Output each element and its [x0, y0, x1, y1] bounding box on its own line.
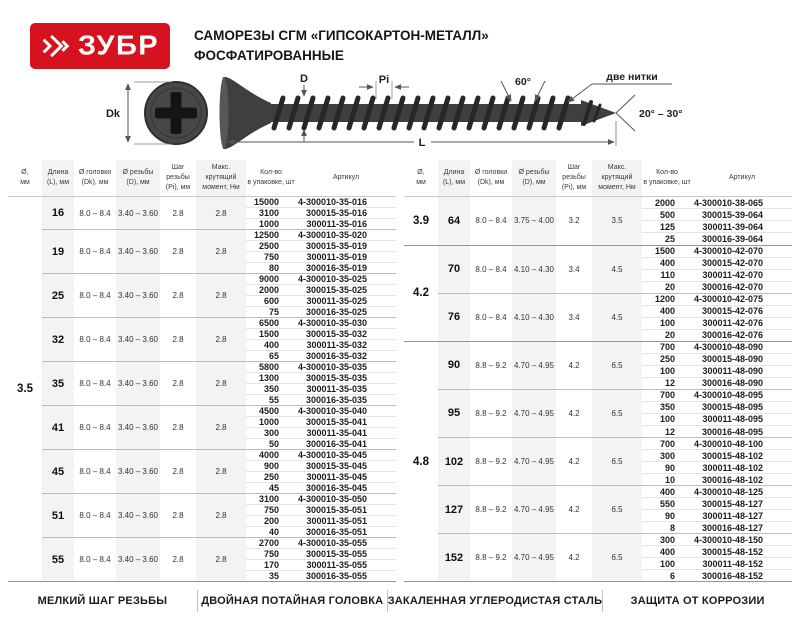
length-cell: 55	[42, 538, 74, 582]
dia-cell: 3.5	[8, 197, 42, 582]
qty-cell: 4000	[246, 450, 296, 461]
pitch-cell: 2.8	[160, 274, 196, 318]
table-row	[8, 406, 396, 417]
spec-table-left	[8, 160, 396, 582]
sku-cell: 4-300010-38-065	[692, 197, 792, 209]
table-row	[8, 494, 396, 505]
column-header: Ø головки (Dk), мм	[74, 160, 116, 197]
pitch-cell: 2.8	[160, 494, 196, 538]
sku-cell: 300016-48-127	[692, 522, 792, 534]
sku-cell: 300016-35-045	[296, 483, 396, 494]
qty-cell: 900	[246, 461, 296, 472]
sku-cell: 300015-35-045	[296, 461, 396, 472]
qty-cell: 700	[642, 389, 692, 401]
torque-cell: 2.8	[196, 538, 246, 582]
qty-cell: 50	[246, 439, 296, 450]
thread-dia-cell: 4.70 – 4.95	[512, 389, 556, 437]
torque-cell: 2.8	[196, 197, 246, 230]
qty-cell: 500	[642, 209, 692, 221]
torque-cell: 6.5	[592, 438, 642, 486]
table-header-row	[404, 160, 792, 197]
table-row	[8, 450, 396, 461]
length-cell: 35	[42, 362, 74, 406]
dia-cell: 4.2	[404, 245, 438, 341]
sku-cell: 300015-48-127	[692, 498, 792, 510]
qty-cell: 35	[246, 571, 296, 582]
sku-cell: 300011-48-095	[692, 413, 792, 425]
table-row	[404, 245, 792, 257]
length-cell: 95	[438, 389, 470, 437]
column-header: Кол-во в упаковке, шт	[246, 160, 296, 197]
qty-cell: 4500	[246, 406, 296, 417]
sku-cell: 300016-35-035	[296, 395, 396, 406]
head-dia-cell: 8.0 – 8.4	[74, 318, 116, 362]
table-row	[8, 197, 396, 208]
qty-cell: 100	[642, 317, 692, 329]
table-row	[404, 197, 792, 209]
qty-cell: 350	[246, 384, 296, 395]
pitch-cell: 4.2	[556, 486, 592, 534]
thread-angle-label: 60°	[515, 76, 531, 88]
torque-cell: 2.8	[196, 406, 246, 450]
sku-cell: 300015-35-032	[296, 329, 396, 340]
sku-cell: 4-300010-48-090	[692, 341, 792, 353]
pitch-cell: 2.8	[160, 406, 196, 450]
head-dia-cell: 8.8 – 9.2	[470, 341, 512, 389]
sku-cell: 300011-48-102	[692, 462, 792, 474]
qty-cell: 90	[642, 510, 692, 522]
sku-cell: 300016-35-019	[296, 263, 396, 274]
qty-cell: 750	[246, 505, 296, 516]
qty-cell: 600	[246, 296, 296, 307]
thread-dia-cell: 3.75 – 4.00	[512, 197, 556, 245]
sku-cell: 300015-35-055	[296, 549, 396, 560]
table-row	[8, 362, 396, 373]
title-line-2: ФОСФАТИРОВАННЫЕ	[194, 48, 344, 63]
qty-cell: 700	[642, 438, 692, 450]
spec-tables	[0, 160, 800, 582]
head-dia-cell: 8.0 – 8.4	[470, 245, 512, 293]
length-cell: 64	[438, 197, 470, 245]
qty-cell: 2000	[246, 285, 296, 296]
qty-cell: 15000	[246, 197, 296, 208]
head-dia-cell: 8.8 – 9.2	[470, 486, 512, 534]
length-cell: 16	[42, 197, 74, 230]
column-header: Ø резьбы (D), мм	[512, 160, 556, 197]
length-cell: 51	[42, 494, 74, 538]
torque-cell: 2.8	[196, 362, 246, 406]
table-row	[404, 486, 792, 498]
sku-cell: 300016-48-095	[692, 425, 792, 437]
qty-cell: 5800	[246, 362, 296, 373]
table-header-row	[8, 160, 396, 197]
thread-dia-cell: 3.40 – 3.60	[116, 494, 160, 538]
thread-dia-cell: 3.40 – 3.60	[116, 230, 160, 274]
head-dia-cell: 8.0 – 8.4	[74, 450, 116, 494]
qty-cell: 750	[246, 252, 296, 263]
sku-cell: 300016-35-041	[296, 439, 396, 450]
qty-cell: 1300	[246, 373, 296, 384]
thread-dia-cell: 3.40 – 3.60	[116, 274, 160, 318]
pitch-cell: 4.2	[556, 341, 592, 389]
column-header: Ø головки (Dk), мм	[470, 160, 512, 197]
table-row	[404, 293, 792, 305]
sku-cell: 300011-48-127	[692, 510, 792, 522]
qty-cell: 250	[246, 472, 296, 483]
sku-cell: 300011-42-076	[692, 317, 792, 329]
sku-cell: 300016-35-032	[296, 351, 396, 362]
qty-cell: 100	[642, 365, 692, 377]
table-row	[404, 534, 792, 546]
qty-cell: 110	[642, 269, 692, 281]
pitch-cell: 3.4	[556, 293, 592, 341]
pitch-cell: 2.8	[160, 318, 196, 362]
qty-cell: 8	[642, 522, 692, 534]
sku-cell: 4-300010-35-045	[296, 450, 396, 461]
torque-cell: 2.8	[196, 450, 246, 494]
two-threads-arrow	[568, 84, 672, 102]
qty-cell: 3100	[246, 494, 296, 505]
qty-cell: 250	[642, 353, 692, 365]
sku-cell: 300015-35-051	[296, 505, 396, 516]
column-header: Длина (L), мм	[438, 160, 470, 197]
qty-cell: 2700	[246, 538, 296, 549]
qty-cell: 400	[642, 486, 692, 498]
qty-cell: 700	[642, 341, 692, 353]
screw-head-top-view	[145, 82, 207, 144]
tip-angle-label: 20° – 30°	[639, 108, 683, 120]
sku-cell: 4-300010-48-150	[692, 534, 792, 546]
thread-dia-cell: 3.40 – 3.60	[116, 318, 160, 362]
sku-cell: 4-300010-35-020	[296, 230, 396, 241]
pitch-cell: 4.2	[556, 534, 592, 582]
table-row	[404, 438, 792, 450]
footer-feature	[602, 590, 792, 612]
footer-feature	[8, 590, 197, 612]
sku-cell: 300015-39-064	[692, 209, 792, 221]
thread-dia-cell: 4.70 – 4.95	[512, 486, 556, 534]
qty-cell: 80	[246, 263, 296, 274]
qty-cell: 1500	[642, 245, 692, 257]
sku-cell: 300015-35-019	[296, 241, 396, 252]
qty-cell: 90	[642, 462, 692, 474]
head-dia-cell: 8.0 – 8.4	[470, 197, 512, 245]
column-header: Макс. крутящий момент, Нм	[196, 160, 246, 197]
sku-cell: 300011-35-025	[296, 296, 396, 307]
head-dia-cell: 8.8 – 9.2	[470, 389, 512, 437]
sku-cell: 300015-48-152	[692, 546, 792, 558]
length-cell: 102	[438, 438, 470, 486]
length-cell: 127	[438, 486, 470, 534]
column-header: Шаг резьбы (Pi), мм	[556, 160, 592, 197]
sku-cell: 300015-42-070	[692, 257, 792, 269]
head-dia-cell: 8.8 – 9.2	[470, 534, 512, 582]
qty-cell: 300	[246, 428, 296, 439]
qty-cell: 300	[642, 450, 692, 462]
sku-cell: 300015-48-090	[692, 353, 792, 365]
qty-cell: 1500	[246, 329, 296, 340]
sku-cell: 4-300010-35-016	[296, 197, 396, 208]
table-row	[404, 341, 792, 353]
thread-dia-cell: 3.40 – 3.60	[116, 197, 160, 230]
dk-label: Dk	[105, 108, 120, 120]
sku-cell: 300011-39-064	[692, 221, 792, 233]
qty-cell: 300	[642, 534, 692, 546]
pi-label: Pi	[378, 74, 390, 86]
qty-cell: 2000	[642, 197, 692, 209]
qty-cell: 12	[642, 377, 692, 389]
pitch-cell: 2.8	[160, 230, 196, 274]
length-cell: 76	[438, 293, 470, 341]
qty-cell: 20	[642, 329, 692, 341]
l-label: L	[418, 137, 426, 149]
torque-cell: 6.5	[592, 486, 642, 534]
sku-cell: 300016-35-051	[296, 527, 396, 538]
tip-angle-lines	[616, 95, 635, 131]
qty-cell: 20	[642, 281, 692, 293]
sku-cell: 300015-42-076	[692, 305, 792, 317]
page-title	[194, 26, 489, 67]
zubr-logo	[30, 23, 170, 69]
torque-cell: 2.8	[196, 318, 246, 362]
thread-dia-cell: 3.40 – 3.60	[116, 450, 160, 494]
length-cell: 70	[438, 245, 470, 293]
table-row	[8, 230, 396, 241]
column-header: Длина (L), мм	[42, 160, 74, 197]
dia-cell: 3.9	[404, 197, 438, 245]
sku-cell: 300011-35-055	[296, 560, 396, 571]
pitch-cell: 4.2	[556, 438, 592, 486]
qty-cell: 55	[246, 395, 296, 406]
length-cell: 152	[438, 534, 470, 582]
thread-dia-cell: 3.40 – 3.60	[116, 538, 160, 582]
sku-cell: 4-300010-42-070	[692, 245, 792, 257]
qty-cell: 6	[642, 570, 692, 582]
qty-cell: 750	[246, 549, 296, 560]
qty-cell: 10	[642, 474, 692, 486]
zubr-arrow-icon	[41, 31, 71, 61]
sku-cell: 300015-35-025	[296, 285, 396, 296]
head-dia-cell: 8.0 – 8.4	[74, 274, 116, 318]
pitch-cell: 4.2	[556, 389, 592, 437]
qty-cell: 100	[642, 558, 692, 570]
torque-cell: 2.8	[196, 274, 246, 318]
pitch-cell: 3.2	[556, 197, 592, 245]
footer-feature-label: ДВОЙНАЯ ПОТАЙНАЯ ГОЛОВКА	[201, 595, 384, 608]
sku-cell: 4-300010-35-050	[296, 494, 396, 505]
column-header: Кол-во в упаковке, шт	[642, 160, 692, 197]
sku-cell: 300016-35-055	[296, 571, 396, 582]
thread-dia-cell: 4.70 – 4.95	[512, 341, 556, 389]
column-header: Ø резьбы (D), мм	[116, 160, 160, 197]
qty-cell: 200	[246, 516, 296, 527]
torque-cell: 6.5	[592, 389, 642, 437]
length-cell: 45	[42, 450, 74, 494]
head-dia-cell: 8.0 – 8.4	[470, 293, 512, 341]
qty-cell: 2500	[246, 241, 296, 252]
qty-cell: 400	[642, 305, 692, 317]
sku-cell: 300011-35-051	[296, 516, 396, 527]
screw-technical-drawing	[76, 71, 800, 155]
qty-cell: 1000	[246, 219, 296, 230]
thread-dia-cell: 4.70 – 4.95	[512, 534, 556, 582]
head-dia-cell: 8.0 – 8.4	[74, 362, 116, 406]
table-row	[404, 389, 792, 401]
footer-feature-label: ЗАКАЛЕННАЯ УГЛЕРОДИСТАЯ СТАЛЬ	[387, 595, 603, 608]
sku-cell: 300011-48-152	[692, 558, 792, 570]
column-header: Макс. крутящий момент, Нм	[592, 160, 642, 197]
title-line-1: САМОРЕЗЫ СГМ «ГИПСОКАРТОН-МЕТАЛЛ»	[194, 27, 489, 43]
sku-cell: 300016-35-025	[296, 307, 396, 318]
pitch-cell: 2.8	[160, 362, 196, 406]
thread-dia-cell: 4.70 – 4.95	[512, 438, 556, 486]
footer-feature-label: МЕЛКИЙ ШАГ РЕЗЬБЫ	[37, 595, 168, 608]
column-header: Артикул	[296, 160, 396, 197]
thread-dia-cell: 3.40 – 3.60	[116, 362, 160, 406]
torque-cell: 4.5	[592, 293, 642, 341]
sku-cell: 300011-35-016	[296, 219, 396, 230]
torque-cell: 2.8	[196, 494, 246, 538]
torque-cell: 6.5	[592, 341, 642, 389]
pitch-cell: 3.4	[556, 245, 592, 293]
sku-cell: 4-300010-35-025	[296, 274, 396, 285]
qty-cell: 400	[642, 257, 692, 269]
column-header: Артикул	[692, 160, 792, 197]
sku-cell: 4-300010-48-095	[692, 389, 792, 401]
thread-dia-cell: 4.10 – 4.30	[512, 293, 556, 341]
thread-dia-cell: 4.10 – 4.30	[512, 245, 556, 293]
head-dia-cell: 8.0 – 8.4	[74, 494, 116, 538]
qty-cell: 400	[642, 546, 692, 558]
sku-cell: 4-300010-35-030	[296, 318, 396, 329]
length-cell: 25	[42, 274, 74, 318]
length-cell: 32	[42, 318, 74, 362]
qty-cell: 45	[246, 483, 296, 494]
two-threads-label: две нитки	[606, 71, 658, 83]
table-row	[8, 274, 396, 285]
sku-cell: 300016-48-152	[692, 570, 792, 582]
qty-cell: 65	[246, 351, 296, 362]
qty-cell: 1000	[246, 417, 296, 428]
length-cell: 41	[42, 406, 74, 450]
qty-cell: 550	[642, 498, 692, 510]
column-header: Ø, мм	[404, 160, 438, 197]
sku-cell: 300016-42-076	[692, 329, 792, 341]
column-header: Ø, мм	[8, 160, 42, 197]
qty-cell: 75	[246, 307, 296, 318]
sku-cell: 4-300010-48-100	[692, 438, 792, 450]
dia-cell: 4.8	[404, 341, 438, 582]
table-row	[8, 538, 396, 549]
sku-cell: 4-300010-35-055	[296, 538, 396, 549]
spec-table-right	[404, 160, 792, 582]
torque-cell: 6.5	[592, 534, 642, 582]
sku-cell: 300015-48-095	[692, 401, 792, 413]
torque-cell: 2.8	[196, 230, 246, 274]
qty-cell: 125	[642, 221, 692, 233]
footer-feature	[387, 590, 602, 612]
torque-cell: 4.5	[592, 245, 642, 293]
head-dia-cell: 8.0 – 8.4	[74, 197, 116, 230]
sku-cell: 300016-48-090	[692, 377, 792, 389]
pitch-cell: 2.8	[160, 197, 196, 230]
length-cell: 19	[42, 230, 74, 274]
pitch-cell: 2.8	[160, 538, 196, 582]
qty-cell: 6500	[246, 318, 296, 329]
qty-cell: 40	[246, 527, 296, 538]
qty-cell: 9000	[246, 274, 296, 285]
sku-cell: 300011-35-035	[296, 384, 396, 395]
qty-cell: 25	[642, 233, 692, 245]
qty-cell: 170	[246, 560, 296, 571]
head-dia-cell: 8.0 – 8.4	[74, 538, 116, 582]
sku-cell: 300016-48-102	[692, 474, 792, 486]
qty-cell: 100	[642, 413, 692, 425]
column-header: Шаг резьбы (Pi), мм	[160, 160, 196, 197]
torque-cell: 3.5	[592, 197, 642, 245]
qty-cell: 350	[642, 401, 692, 413]
footer-feature-label: ЗАЩИТА ОТ КОРРОЗИИ	[630, 595, 765, 608]
head-dia-cell: 8.8 – 9.2	[470, 438, 512, 486]
qty-cell: 12	[642, 425, 692, 437]
qty-cell: 400	[246, 340, 296, 351]
head-dia-cell: 8.0 – 8.4	[74, 406, 116, 450]
logo-text: ЗУБР	[77, 30, 160, 61]
sku-cell: 300015-35-035	[296, 373, 396, 384]
sku-cell: 300015-35-041	[296, 417, 396, 428]
sku-cell: 300011-48-090	[692, 365, 792, 377]
sku-cell: 4-300010-42-075	[692, 293, 792, 305]
qty-cell: 12500	[246, 230, 296, 241]
table-row	[8, 318, 396, 329]
sku-cell: 4-300010-35-035	[296, 362, 396, 373]
sku-cell: 300016-42-070	[692, 281, 792, 293]
sku-cell: 300015-48-102	[692, 450, 792, 462]
sku-cell: 300011-42-070	[692, 269, 792, 281]
footer-feature	[197, 590, 387, 612]
sku-cell: 300011-35-032	[296, 340, 396, 351]
qty-cell: 1200	[642, 293, 692, 305]
sku-cell: 4-300010-48-125	[692, 486, 792, 498]
qty-cell: 3100	[246, 208, 296, 219]
sku-cell: 300011-35-041	[296, 428, 396, 439]
thread-dia-cell: 3.40 – 3.60	[116, 406, 160, 450]
sku-cell: 300011-35-045	[296, 472, 396, 483]
sku-cell: 300015-35-016	[296, 208, 396, 219]
length-cell: 90	[438, 341, 470, 389]
d-label: D	[300, 73, 308, 85]
head-dia-cell: 8.0 – 8.4	[74, 230, 116, 274]
pitch-cell: 2.8	[160, 450, 196, 494]
sku-cell: 300016-39-064	[692, 233, 792, 245]
feature-strip	[0, 590, 800, 612]
sku-cell: 300011-35-019	[296, 252, 396, 263]
page-header	[0, 0, 800, 69]
sku-cell: 4-300010-35-040	[296, 406, 396, 417]
